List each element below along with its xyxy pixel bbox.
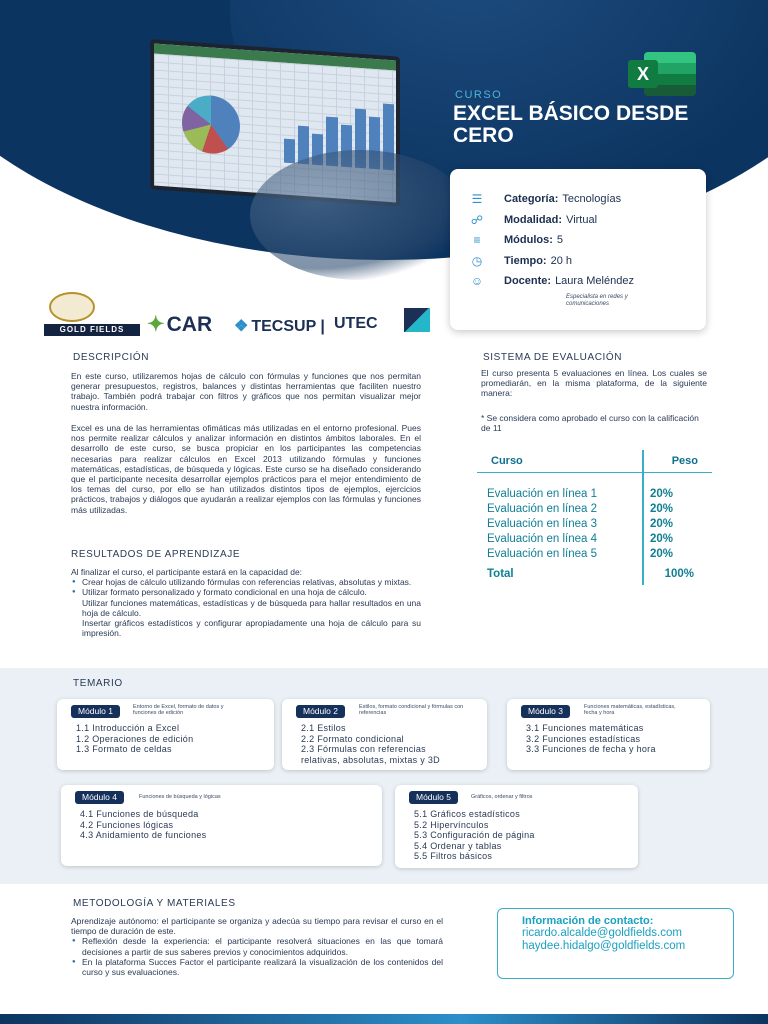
info-modalidad: ☍ Modalidad: Virtual (468, 210, 690, 231)
user-icon: ☺ (470, 274, 484, 289)
table-row: Evaluación en línea 1 20% (487, 488, 674, 500)
leaf-icon: ✦ (147, 313, 165, 336)
table-row: Evaluación en línea 3 20% (487, 518, 674, 530)
module-badge: Módulo 1 (71, 705, 120, 718)
list-item: ● Crear hojas de cálculo utilizando fórmulas con referencias relativas, absolutas y mixtas. (71, 577, 421, 587)
utec-mark-icon (404, 308, 430, 332)
descripcion-p1: En este curso, utilizaremos hojas de cálculo con fórmulas y funciones que nos permitan generar presupuestos, registros, balances y distintas herramientas que faciliten nuestro trabajo. También podrá trabajar con filtros y gráficos que nos permitan visualizar mejor nuestra información. (71, 371, 421, 412)
module-badge: Módulo 2 (296, 705, 345, 718)
partner-logos (44, 290, 444, 340)
list-item: Insertar gráficos estadísticos y configurar apropiadamente una hoja de cálculo para su impresión. (82, 618, 421, 639)
module-badge: Módulo 3 (521, 705, 570, 718)
module-badge: Módulo 5 (409, 791, 458, 804)
goldfields-logo: GOLD FIELDS (44, 324, 140, 336)
module-topics: 3.1 Funciones matemáticas 3.2 Funciones estadísticas 3.3 Funciones de fecha y hora (526, 723, 656, 754)
resultados-intro: Al finalizar el curso, el participante estará en la capacidad de: (71, 567, 303, 577)
temario-title: TEMARIO (73, 678, 123, 689)
descripcion-title: DESCRIPCIÓN (73, 352, 150, 363)
excel-logo-letter: X (628, 60, 658, 88)
tecsup-logo: ❖ TECSUP | (234, 318, 325, 335)
excel-logo (628, 52, 696, 96)
curso-label: CURSO (455, 89, 503, 101)
column-peso: Peso (671, 455, 698, 467)
table-row: Evaluación en línea 5 20% (487, 548, 674, 560)
module-description: Funciones de búsqueda y lógicas (139, 794, 221, 800)
module-description: Entorno de Excel, formato de datos y funciones de edición (133, 704, 224, 716)
evaluacion-p2: * Se considera como aprobado el curso con la calificación de 11 (481, 413, 699, 434)
car-logo: ✦CAR (147, 313, 213, 336)
table-header (477, 450, 712, 473)
module-card-2 (282, 699, 487, 770)
info-categoria: ☰ Categoría: Tecnologías (468, 189, 690, 210)
clock-icon: ◷ (471, 253, 483, 268)
contact-title: Información de contacto: (522, 915, 654, 927)
resultados-block (71, 567, 421, 638)
evaluacion-title: SISTEMA DE EVALUACIÓN (483, 352, 623, 363)
evaluacion-p1: El curso presenta 5 evaluaciones en línea. Los cuales se promediarán, en la misma plataforma, de la siguiente manera: (481, 368, 707, 399)
evaluation-table (477, 450, 712, 580)
module-description: Estilos, formato condicional y fórmulas con referencias (359, 704, 464, 716)
docente-specialty: Especialista en redes y comunicaciones (566, 293, 628, 307)
module-card-5 (395, 785, 638, 868)
list-icon: ≡ (473, 233, 481, 248)
list-item: ● En la plataforma Succes Factor el participante realizará la visualización de los contenidos del curso y sus evaluaciones. (71, 957, 443, 977)
module-card-3 (507, 699, 710, 770)
hand-illustration (250, 150, 470, 280)
descripcion-p2: Excel es una de las herramientas ofimáticas más utilizadas en el entorno profesional. Pues nos permite realizar cálculos y analizar información en distintos ámbitos laborales. En el desarrollo de este curso, se busca propiciar en los participantes las competencias necesarias para realizar cálculos en Excel 2013 utilizando fórmulas y funciones matemáticas, estadísticas, de búsqueda y lógicas. Este curso se ha diseñado considerando que el participante necesita desarrollar ejemplos prácticos para el mejor entendimiento de los temas del curso, por ello se han utilizados distintos tipos de ejemplos, ejercicios prácticos, trabajos y diálogos que ayudarán a realizar ejemplos con las fórmulas y funciones más utilizadas. (71, 423, 421, 515)
info-tiempo: ◷ Tiempo: 20 h (468, 251, 690, 272)
resultados-list (71, 577, 421, 638)
network-icon: ☍ (470, 212, 484, 227)
info-modulos: ≡ Módulos: 5 (468, 230, 690, 251)
metodologia-title: METODOLOGÍA Y MATERIALES (73, 898, 236, 909)
goldfields-seal-icon (49, 292, 95, 322)
list-item: ● Reflexión desde la experiencia: el participante resolverá situaciones en las que tomará decisiones a partir de sus saberes previos y conocimientos adquiridos. (71, 936, 443, 956)
module-description: Gráficos, ordenar y filtros (471, 794, 533, 800)
metodologia-intro: Aprendizaje autónomo: el participante se organiza y adecúa su tiempo para revisar el curso en el tiempo de duración de este. (71, 916, 443, 937)
table-row: Evaluación en línea 2 20% (487, 503, 674, 515)
module-topics: 4.1 Funciones de búsqueda 4.2 Funciones lógicas 4.3 Anidamiento de funciones (80, 809, 207, 840)
layers-icon: ☰ (471, 192, 483, 207)
contact-email-1[interactable]: ricardo.alcalde@goldfields.com (522, 927, 682, 939)
course-info-card (450, 169, 706, 330)
course-title: EXCEL BÁSICO DESDE CERO (453, 102, 689, 147)
module-card-1 (57, 699, 274, 770)
tecsup-mark-icon: ❖ (234, 318, 249, 335)
module-topics: 1.1 Introducción a Excel 1.2 Operaciones de edición 1.3 Formato de celdas (76, 723, 194, 754)
column-curso: Curso (491, 455, 523, 467)
metodologia-list (71, 936, 443, 977)
resultados-title: RESULTADOS DE APRENDIZAJE (71, 549, 241, 560)
contact-email-2[interactable]: haydee.hidalgo@goldfields.com (522, 940, 686, 952)
module-description: Funciones matemáticas, estadísticas, fecha y hora (584, 704, 676, 716)
list-item: Utilizar funciones matemáticas, estadísticas y de búsqueda para hallar resultados en una hoja de cálculo. (82, 597, 421, 618)
metodologia-block (71, 916, 443, 977)
list-item: ● Utilizar formato personalizado y formato condicional en una hoja de cálculo. (71, 587, 421, 597)
footer-bar (0, 1014, 768, 1024)
utec-logo: UTEC (334, 315, 378, 332)
contact-box (497, 908, 734, 979)
module-topics: 2.1 Estilos 2.2 Formato condicional 2.3 Fórmulas con referencias relativas, absolutas, mixtas y 3D (301, 723, 440, 765)
table-row: Evaluación en línea 4 20% (487, 533, 674, 545)
module-topics: 5.1 Gráficos estadísticos 5.2 Hipervínculos 5.3 Configuración de página 5.4 Ordenar y tablas 5.5 Filtros básicos (414, 809, 535, 861)
module-card-4 (61, 785, 382, 866)
table-total-row: Total 100% (487, 568, 694, 580)
module-badge: Módulo 4 (75, 791, 124, 804)
info-docente: ☺ Docente: Laura Meléndez (468, 271, 690, 292)
